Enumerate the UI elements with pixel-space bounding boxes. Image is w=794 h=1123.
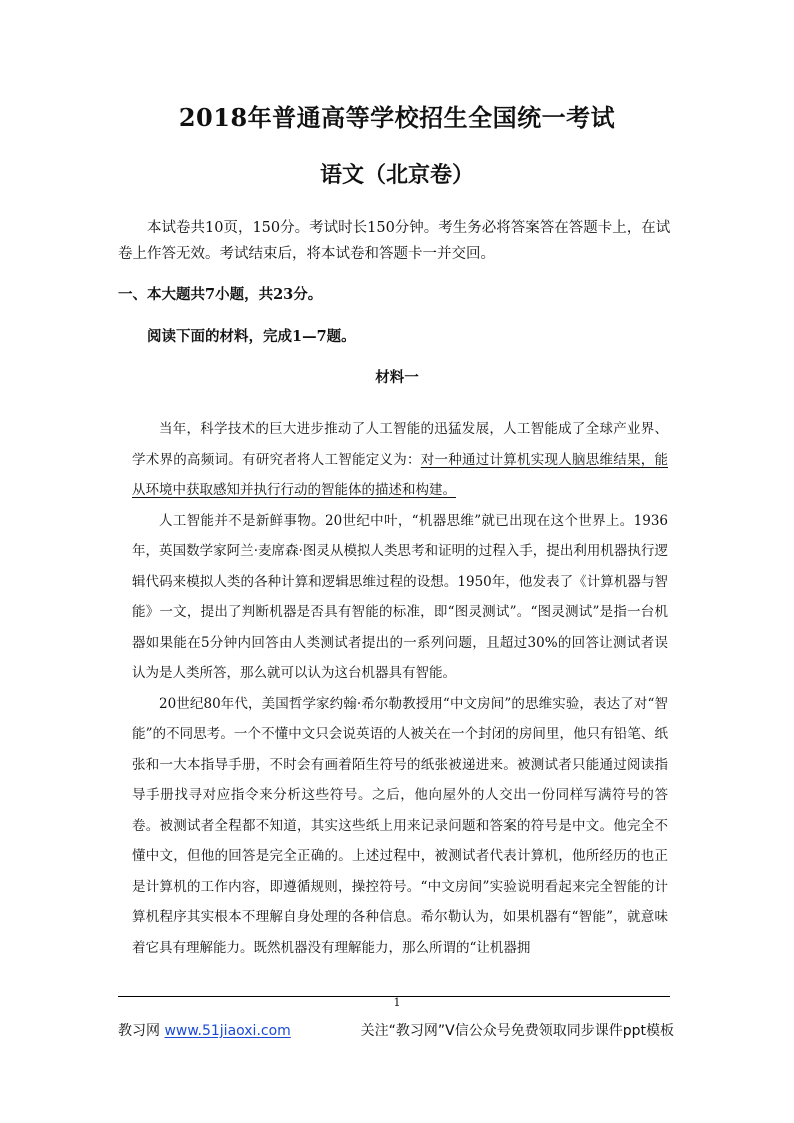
material-paragraph-2: 人工智能并不是新鲜事物。20世纪中叶，“机器思维”就已出现在这个世界上。1936年，英国数学家阿兰·麦席森·图灵从模拟人类思考和证明的过程入手，提出利用机器执行逻辑代码来模拟人类的各种计算和逻辑思维过程的设想。1950年，他发表了《计算机器与智能》一文，提出了判断机器是否具有智能的标准，即“图灵测试”。“图灵测试”是指一台机器如果能在5分钟内回答由人类测试者提出的一系列问题，且超过30%的回答让测试者误认为是人类所答，那么就可以认为这台机器具有智能。 [132, 512, 668, 681]
footer-promo: 关注“教习网”V信公众号免费领取同步课件ppt模板 [360, 1023, 674, 1039]
material-paragraph-3: 20世纪80年代，美国哲学家约翰·希尔勒教授用“中文房间”的思维实验，表达了对“智能”的不同思考。一个不懂中文只会说英语的人被关在一个封闭的房间里，他只有铅笔、纸张和一大本指导手册，不时会有画着陌生符号的纸张被递进来。被测试者只能通过阅读指导手册找寻对应指令来分析这些符号。之后，他向屋外的人交出一份同样写满符号的答卷。被测试者全程都不知道，其实这些纸上用来记录问题和答案的符号是中文。他完全不懂中文，但他的回答是完全正确的。上述过程中，被测试者代表计算机，他所经历的也正是计算机的工作内容，即遵循规则，操控符号。“中文房间”实验说明看起来完全智能的计算机程序其实根本不理解自身处理的各种信息。希尔勒认为，如果机器有“智能”，就意味着它具有理解能力。既然机器没有理解能力，那么所谓的“让机器拥 [132, 695, 668, 956]
exam-title: 2018年普通高等学校招生全国统一考试 [178, 103, 616, 132]
material-title: 材料一 [375, 369, 419, 386]
material-body [132, 414, 668, 963]
site-name: 教习网 [118, 1023, 160, 1039]
definition-underlined: 对一种通过计算机实现人脑思维结果，能从环境中获取感知并执行行动的智能体的描述和构建。 [132, 451, 668, 498]
exam-subtitle: 语文（北京卷） [319, 162, 474, 188]
section-heading: 一、本大题共7小题，共23分。 [118, 286, 323, 303]
material-paragraph-1 [132, 414, 668, 506]
site-url-link[interactable]: www.51jiaoxi.com [164, 1023, 291, 1039]
footer-site [118, 1020, 291, 1040]
page-number: 1 [393, 996, 401, 1009]
reading-instruction: 阅读下面的材料，完成1—7题。 [147, 328, 356, 345]
page-footer [118, 1020, 674, 1042]
exam-instructions: 本试卷共10页，150分。考试时长150分钟。考生务必将答案答在答题卡上，在试卷上作答无效。考试结束后，将本试卷和答题卡一并交回。 [118, 220, 671, 262]
paragraph-1-text: 当年，科学技术的巨大进步推动了人工智能的迅猛发展，人工智能成了全球产业界、学术界的高频词。有研究者将人工智能定义为： [132, 421, 668, 468]
